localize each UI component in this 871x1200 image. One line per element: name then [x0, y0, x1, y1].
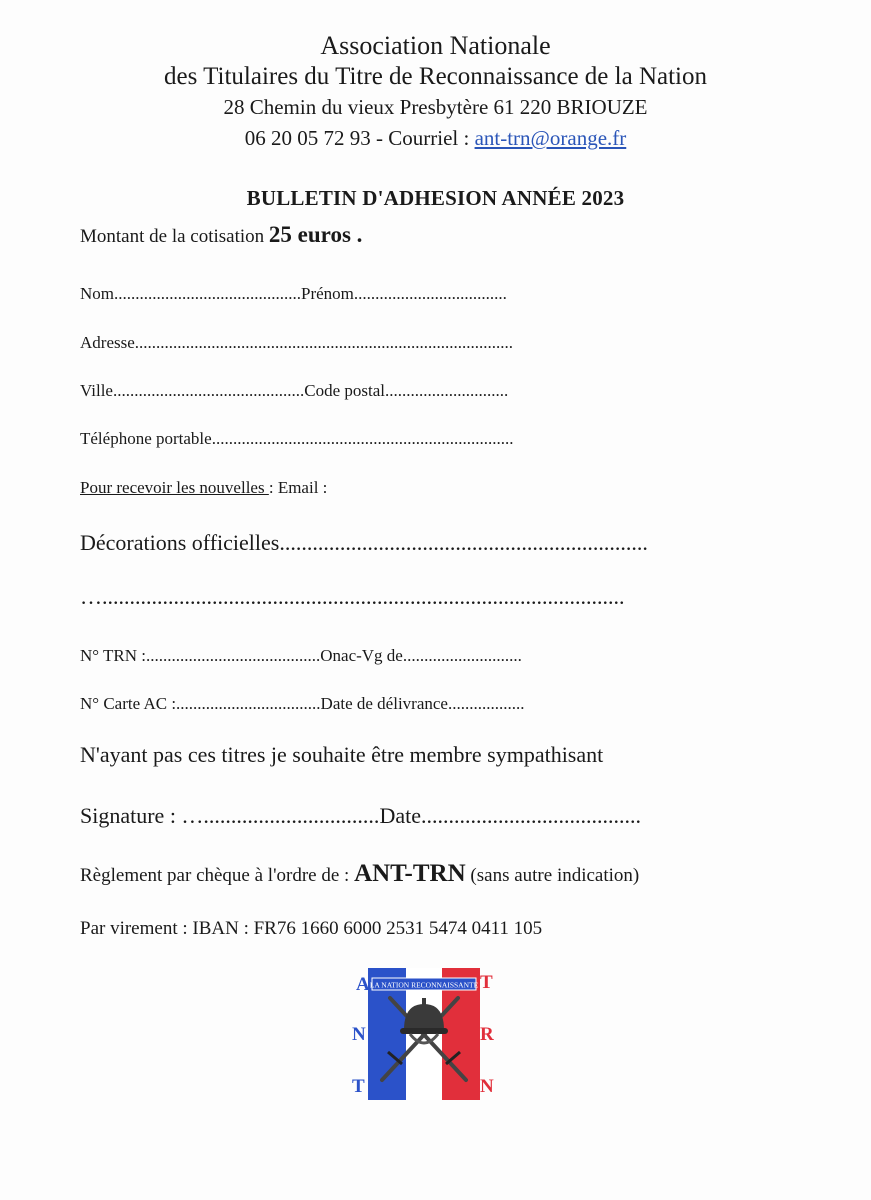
- date-field[interactable]: Date........................................: [379, 803, 641, 828]
- signature-line: [80, 803, 641, 829]
- decorations-continuation-field[interactable]: …...............................................................................................: [80, 584, 625, 609]
- email-field[interactable]: : Email :: [268, 478, 328, 497]
- association-name: Association Nationale: [320, 31, 551, 60]
- decorations-field[interactable]: Décorations officielles...................................................................: [80, 530, 648, 555]
- logo-letter-n-left: N: [352, 1024, 366, 1045]
- cotisation-amount: 25 euros: [268, 222, 351, 247]
- association-header: [0, 30, 871, 154]
- trn-field[interactable]: N° TRN :.........................................: [80, 646, 321, 665]
- bulletin-title: BULLETIN D'ADHESION ANNÉE 2023: [246, 186, 625, 210]
- reglement-payee: ANT-TRN: [354, 860, 466, 887]
- virement-iban: Par virement : IBAN : FR76 1660 6000 2531 5474 0411 105: [80, 918, 543, 939]
- email-line: [80, 478, 327, 498]
- telephone-field[interactable]: Téléphone portable.......................................................................: [80, 429, 514, 448]
- ant-trn-logo: [346, 968, 500, 1100]
- reglement-note: (sans autre indication): [465, 865, 640, 886]
- prenom-field[interactable]: Prénom....................................: [301, 284, 507, 303]
- carte-ac-line: [80, 694, 524, 714]
- date-delivrance-field[interactable]: Date de délivrance..................: [320, 694, 525, 713]
- cotisation-line: [80, 222, 362, 248]
- ville-line: [80, 381, 508, 401]
- cotisation-suffix: .: [350, 222, 363, 247]
- association-address: 28 Chemin du vieux Presbytère 61 220 BRIOUZE: [223, 95, 648, 119]
- carte-ac-field[interactable]: N° Carte AC :..................................: [80, 694, 321, 713]
- phone-and-email-label: 06 20 05 72 93 - Courriel :: [244, 126, 475, 150]
- adresse-field[interactable]: Adresse.........................................................................................: [80, 333, 514, 352]
- cotisation-label: Montant de la cotisation: [80, 226, 269, 247]
- code-postal-field[interactable]: Code postal.............................: [304, 381, 509, 400]
- logo-letter-r: R: [480, 1024, 494, 1045]
- ville-field[interactable]: Ville.............................................: [80, 381, 305, 400]
- reglement-line: [80, 860, 639, 888]
- logo-letter-t-left: T: [352, 1076, 365, 1097]
- nom-field[interactable]: Nom............................................: [80, 284, 301, 303]
- onac-field[interactable]: Onac-Vg de............................: [320, 646, 522, 665]
- name-line: [80, 284, 507, 304]
- email-link[interactable]: ant-trn@orange.fr: [474, 126, 627, 150]
- logo-letter-a: A: [356, 974, 370, 995]
- logo-banner-text: LA NATION RECONNAISSANTE: [369, 980, 479, 990]
- association-contact: [0, 123, 871, 154]
- reglement-label: Règlement par chèque à l'ordre de :: [80, 865, 355, 886]
- association-subtitle: des Titulaires du Titre de Reconnaissance de la Nation: [164, 63, 707, 90]
- nouvelles-label: Pour recevoir les nouvelles: [80, 478, 269, 497]
- trn-line: [80, 646, 522, 666]
- logo-letter-t-right: T: [480, 972, 493, 993]
- sympathisant-option[interactable]: N'ayant pas ces titres je souhaite être membre sympathisant: [80, 742, 604, 767]
- logo-letter-n-right: N: [480, 1076, 494, 1097]
- signature-field[interactable]: Signature : …................................: [80, 803, 380, 828]
